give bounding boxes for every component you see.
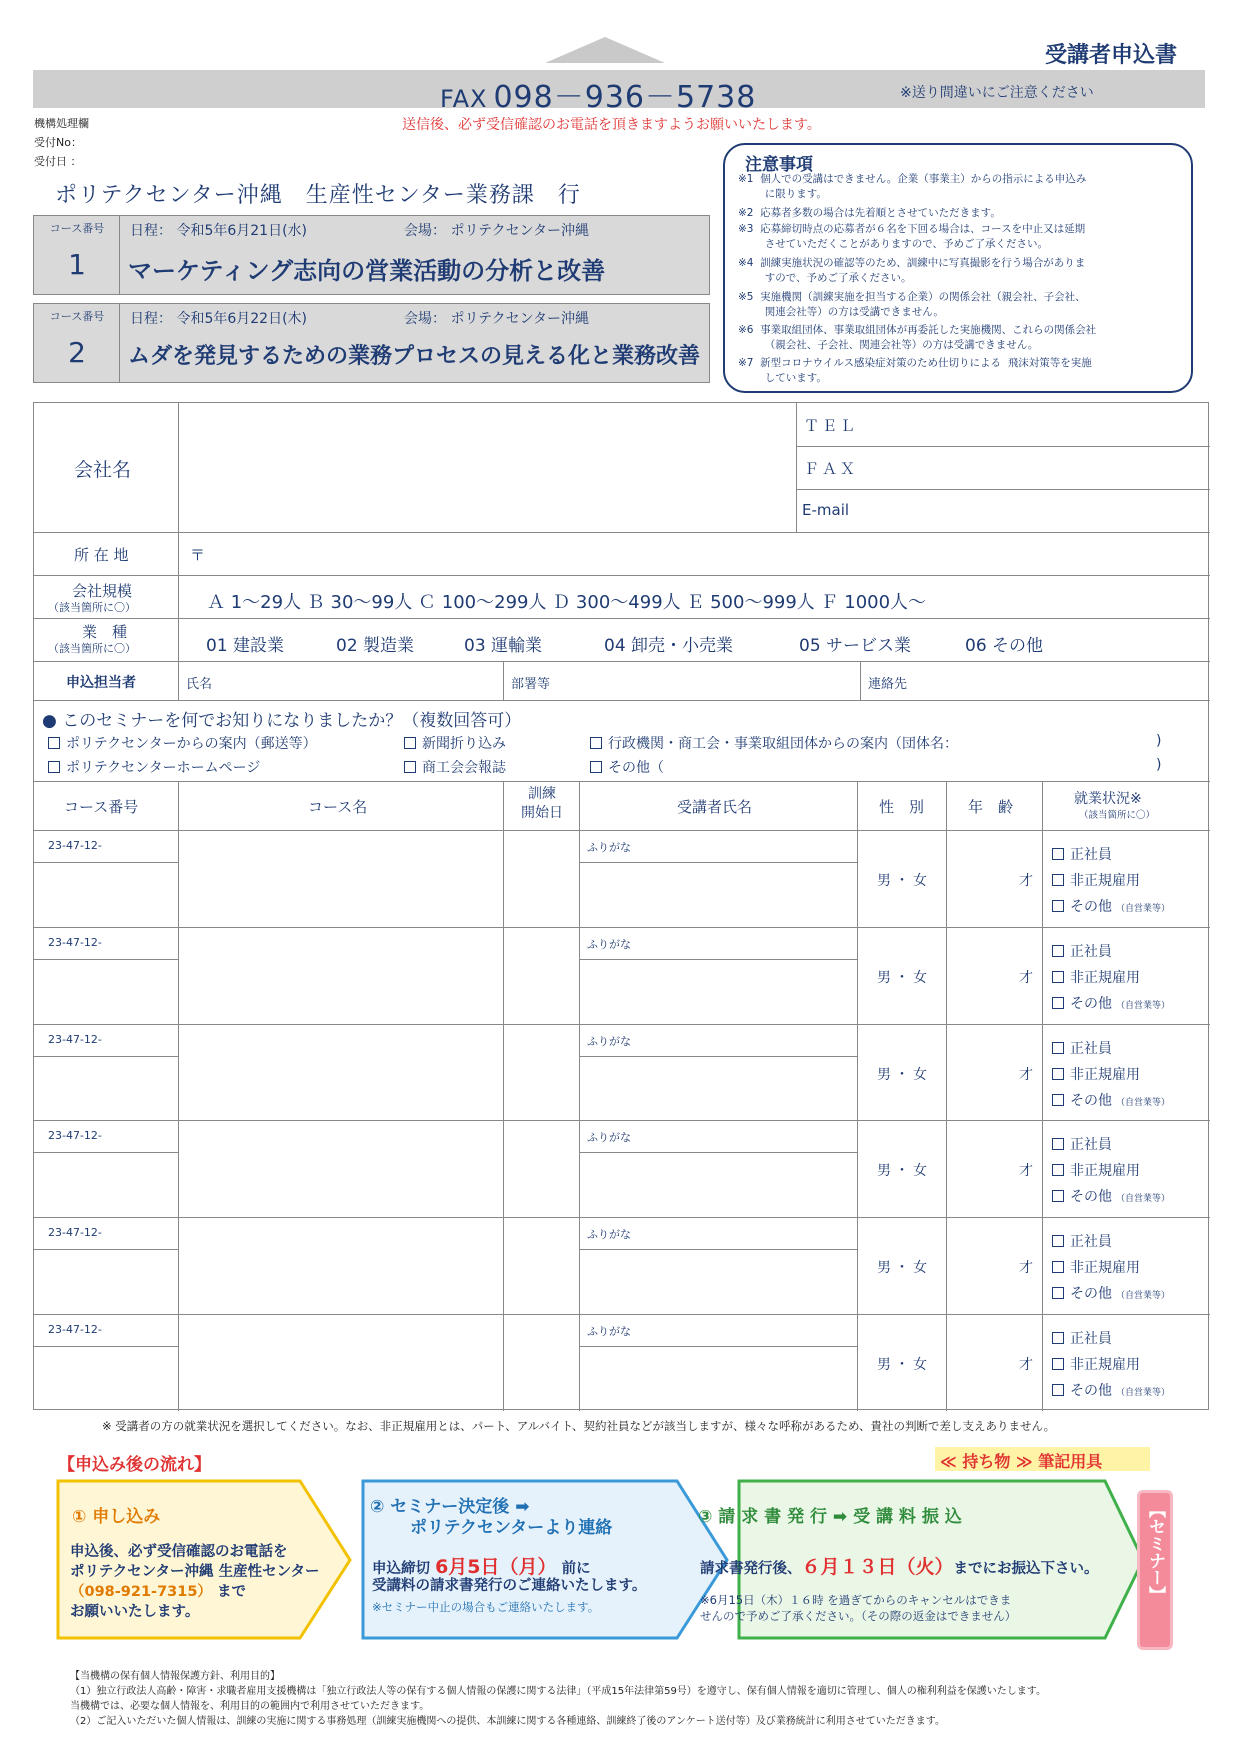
furigana-label: ふりがな — [587, 1131, 631, 1145]
employment-option[interactable]: 正社員 — [1052, 844, 1112, 864]
checkbox[interactable] — [1052, 1068, 1064, 1080]
industry-option[interactable]: 05 サービス業 — [799, 636, 912, 656]
checkbox[interactable] — [590, 737, 602, 749]
employment-option[interactable]: 非正規雇用 — [1052, 1354, 1140, 1374]
age-unit: 才 — [1019, 1357, 1033, 1373]
checkbox[interactable] — [1052, 1094, 1064, 1106]
source-option[interactable]: 行政機関・商工会・事業取組団体からの案内（団体名： — [590, 733, 958, 753]
contact-label: 申込担当者 — [66, 675, 136, 691]
course-name: ムダを発見するための業務プロセスの見える化と業務改善 — [128, 344, 701, 369]
checkbox[interactable] — [1052, 945, 1064, 957]
col-start: 訓練 開始日 — [521, 786, 563, 821]
company-label: 会社名 — [74, 459, 132, 481]
seminar-tab: 【セミナー】 — [1137, 1490, 1173, 1650]
employment-option[interactable]: 非正規雇用 — [1052, 967, 1140, 987]
industry-option[interactable]: 03 運輸業 — [464, 636, 543, 656]
step2-deadline: 申込締切 6月5日（月） 前に — [372, 1556, 591, 1578]
sex-select[interactable]: 男・女 — [877, 1066, 931, 1083]
postal-mark: 〒 — [190, 546, 206, 564]
footnote: ※ 受講者の方の就業状況を選択してください。なお、非正規雇用とは、パート、アルバイト、契約社員などが該当しますが、様々な呼称があるため、貴社の判断で差し支えありません。 — [102, 1419, 1056, 1433]
checkbox[interactable] — [1052, 900, 1064, 912]
source-option[interactable]: 商工会会報誌 — [404, 757, 506, 777]
age-unit: 才 — [1019, 1066, 1033, 1083]
course-name-field[interactable] — [180, 1026, 501, 1119]
employment-option[interactable]: 正社員 — [1052, 1038, 1112, 1058]
step1-tel-line: （098-921-7315） まで — [70, 1584, 246, 1600]
checkbox[interactable] — [1052, 1287, 1064, 1299]
destination: ポリテクセンター沖縄 生産性センター業務課 行 — [55, 183, 581, 208]
checkbox[interactable] — [1052, 1164, 1064, 1176]
fax-label: ＦＡＸ — [804, 460, 859, 478]
checkbox[interactable] — [1052, 1190, 1064, 1202]
employment-option[interactable]: その他 （自営業等） — [1052, 896, 1170, 916]
notice-item: ※2 応募者多数の場合は先着順とさせていただきます。 — [738, 207, 1001, 219]
sex-select[interactable]: 男・女 — [877, 1357, 931, 1373]
notice-item: ※4 訓練実施状況の確認等のため、訓練中に写真撮影を行う場合がありま すので、予めご了承ください。 — [738, 257, 1086, 284]
employment-option[interactable]: 非正規雇用 — [1052, 1064, 1140, 1084]
trainee-name-field[interactable] — [581, 864, 855, 923]
age-unit: 才 — [1019, 873, 1033, 889]
flow-title: 【申込み後の流れ】 — [58, 1455, 211, 1475]
checkbox[interactable] — [590, 761, 602, 773]
checkbox[interactable] — [1052, 1358, 1064, 1370]
employment-option[interactable]: 非正規雇用 — [1052, 1160, 1140, 1180]
trainee-name-field[interactable] — [581, 1348, 855, 1407]
col-employment-sub: （該当箇所に〇） — [1079, 810, 1156, 821]
fax-number: FAX 098－936－5738 — [440, 80, 757, 115]
after-send-note: 送信後、必ず受信確認のお電話を頂きますようお願いいたします。 — [402, 117, 821, 133]
col-age: 年 齢 — [968, 798, 1014, 816]
checkbox[interactable] — [1052, 1042, 1064, 1054]
source-option[interactable]: ポリテクセンターホームページ — [48, 757, 260, 777]
email-label: E-mail — [802, 501, 850, 519]
employment-option[interactable]: 正社員 — [1052, 1231, 1112, 1251]
employment-option[interactable]: 正社員 — [1052, 941, 1112, 961]
furigana-label: ふりがな — [587, 1034, 631, 1048]
sex-select[interactable]: 男・女 — [877, 969, 931, 986]
tel-label: ＴＥＬ — [804, 417, 859, 435]
row-course-prefix: 23-47-12- — [48, 1032, 102, 1046]
source-option[interactable]: ポリテクセンターからの案内（郵送等） — [48, 733, 317, 753]
checkbox[interactable] — [1052, 997, 1064, 1009]
sex-select[interactable]: 男・女 — [877, 873, 931, 889]
furigana-label: ふりがな — [587, 937, 631, 951]
office-use: 機構処理欄 受付No： 受付日 ： — [34, 117, 89, 168]
contact-tel-label: 連絡先 — [868, 677, 908, 692]
checkbox[interactable] — [48, 761, 60, 773]
notice-item: ※3 応募締切時点の応募者が６名を下回る場合は、コースを中止又は延期 させていただくことがありますので、予めご了承ください。 — [738, 223, 1086, 250]
page-title: 受講者申込書 — [1045, 43, 1178, 68]
checkbox[interactable] — [1052, 971, 1064, 983]
employment-option[interactable]: 非正規雇用 — [1052, 1257, 1140, 1277]
checkbox[interactable] — [404, 737, 416, 749]
header-triangle — [545, 37, 665, 63]
row-course-prefix: 23-47-12- — [48, 1323, 102, 1336]
size-sub: （該当箇所に〇） — [48, 601, 136, 614]
furigana-label: ふりがな — [587, 1325, 631, 1338]
notice-title: 注意事項 — [745, 155, 813, 175]
row-course-prefix: 23-47-12- — [48, 1129, 102, 1143]
industry-option[interactable]: 01 建設業 — [206, 636, 285, 656]
notice-item: ※5 実施機関（訓練実施を担当する企業）の関係会社（親会社、子会社、 関連会社等）の方は受講できません。 — [738, 291, 1086, 318]
address-label: 所 在 地 — [74, 546, 129, 564]
sex-select[interactable]: 男・女 — [877, 1260, 931, 1277]
employment-option[interactable]: その他 （自営業等） — [1052, 1283, 1170, 1303]
course-name: マーケティング志向の営業活動の分析と改善 — [128, 257, 606, 285]
contact-name-label: 氏名 — [186, 677, 213, 692]
contact-dept-label: 部署等 — [511, 677, 551, 692]
trainee-name-field[interactable] — [581, 961, 855, 1020]
industry-label: 業 種 — [82, 623, 128, 641]
row-course-prefix: 23-47-12- — [48, 839, 102, 852]
notice-item: ※1 個人での受講はできません。企業（事業主）からの指示による申込み に限ります。 — [738, 173, 1087, 200]
industry-option[interactable]: 06 その他 — [965, 636, 1044, 656]
step3-title: ③ 請 求 書 発 行 ➡ 受 講 料 振 込 — [698, 1507, 962, 1527]
checkbox[interactable] — [1052, 1384, 1064, 1396]
employment-option[interactable]: 正社員 — [1052, 1134, 1112, 1154]
checkbox[interactable] — [1052, 1332, 1064, 1344]
trainee-name-field[interactable] — [581, 1058, 855, 1117]
step3-deadline: 請求書発行後、６月１３日（火）までにお振込下さい。 — [700, 1556, 1099, 1578]
row-course-prefix: 23-47-12- — [48, 935, 102, 949]
col-course-no: コース番号 — [64, 798, 139, 816]
employment-option[interactable]: 非正規雇用 — [1052, 870, 1140, 890]
age-unit: 才 — [1019, 969, 1033, 986]
checkbox[interactable] — [1052, 848, 1064, 860]
furigana-label: ふりがな — [587, 841, 631, 854]
checkbox[interactable] — [404, 761, 416, 773]
course-name-field[interactable] — [180, 832, 501, 925]
col-sex: 性 別 — [879, 798, 925, 816]
employment-option[interactable]: その他 （自営業等） — [1052, 1186, 1170, 1206]
checkbox[interactable] — [1052, 1235, 1064, 1247]
employment-option[interactable]: その他 （自営業等） — [1052, 1090, 1170, 1110]
industry-sub: （該当箇所に〇） — [48, 642, 136, 655]
course-name-field[interactable] — [180, 1122, 501, 1215]
employment-option[interactable]: その他 （自営業等） — [1052, 1380, 1170, 1400]
sex-select[interactable]: 男・女 — [877, 1163, 931, 1180]
step1-title: ① 申し込み — [72, 1507, 161, 1527]
notice-item: ※6 事業取組団体、事業取組団体が再委託した実施機関、これらの関係会社 （親会社、子会社、関連会社等）の方は受講できません。 — [738, 324, 1097, 351]
age-unit: 才 — [1019, 1163, 1033, 1180]
course-name-field[interactable] — [180, 929, 501, 1022]
source-option[interactable]: 新聞折り込み — [404, 733, 506, 753]
source-option[interactable]: その他（ — [590, 757, 664, 777]
carry-items: ≪ 持ち物 ≫ 筆記用具 — [940, 1452, 1103, 1471]
age-unit: 才 — [1019, 1260, 1033, 1277]
privacy-policy: 【当機構の保有個人情報保護方針、利用目的】 （1）独立行政法人高齢・障害・求職者雇用支援機構は「独立行政法人等の保有する個人情報の保護に関する法律」（平成15年法律第59号）を遵守し、保有個人情報を適切に管理し、個人の権利利益を保護いたします。 当機構では、必要な個人情報を、利用目的の範囲内で利用させていただきます。 （2）ご記入いただいた個人情報は、訓練の実施に関する事務処理（訓練実施機関への提供、本訓練に関する各種連絡、訓練終了後のアンケート送付等）及び業務統計に利用させていただきます。 — [70, 1671, 1047, 1727]
size-options[interactable]: Ａ 1～29人 Ｂ 30～99人 Ｃ 100～299人 Ｄ 300～499人 Ｅ 500～999人 Ｆ 1000人～ — [207, 592, 927, 613]
col-employment: 就業状況※ — [1074, 791, 1142, 807]
trainee-name-field[interactable] — [581, 1154, 855, 1213]
course-box-2: コース番号 2 日程： 令和5年6月22日(木) 会場： ポリテクセンター沖縄 ムダを発見するための業務プロセスの見える化と業務改善 — [33, 303, 710, 383]
employment-option[interactable]: その他 （自営業等） — [1052, 993, 1170, 1013]
industry-option[interactable]: 02 製造業 — [336, 636, 415, 656]
application-form: 会社名 ＴＥＬ ＦＡＸ E-mail 所 在 地 〒 会社規模 （該当箇所に〇） Ａ 1～29人 Ｂ 30～99人 Ｃ 100～299人 Ｄ 300～499人 Ｅ 500～999人 Ｆ 1000人～ 業 種 （該当箇所に〇） 01 建設業 02 製造業 03 運輸業 04 卸売・小売業 05 サービス業 06 その他 申込担当者 氏名 部署等 連絡先 ● このセミナーを何でお知りになりましたか？（複数回答可） ポリテクセンターからの案内（郵送等） 新聞折り込み 行政機関・商工会・事業取組団体からの案内（団体名： ) ポリテクセンターホームページ 商工会会報誌 その他（ ) コース番号 コース名 訓練 開始日 受講者氏名 性 別 年 齢 就業状況※ （該当箇所に〇） 23-47-12- ふりがな 男・女 才 正社員 非正規雇用 その他 （自営業等） 23-47-12- ふりがな 男・女 才 正社員 非正規雇用 その他 （自営業等） 23-47-12- ふりがな 男・女 才 正社員 非正規雇用 その他 （自営業等） 23-47-12- ふりがな 男・女 才 正社員 非正規雇用 その他 （自営業等） 23-47-12- ふりがな 男・女 才 正社員 非正規雇用 その他 （自営業等） 23-47-12- ふりがな 男・女 才 正社員 非正規雇用 その他 （自営業等） — [33, 402, 1209, 1410]
checkbox[interactable] — [1052, 1138, 1064, 1150]
source-question: ● このセミナーを何でお知りになりましたか？（複数回答可） — [42, 711, 522, 731]
company-name-field[interactable] — [180, 404, 794, 530]
step2-title: ② セミナー決定後 ➡ — [370, 1497, 530, 1517]
employment-option[interactable]: 正社員 — [1052, 1328, 1112, 1348]
fax-note: ※送り間違いにご注意ください — [900, 85, 1094, 101]
course-name-field[interactable] — [180, 1316, 501, 1409]
checkbox[interactable] — [48, 737, 60, 749]
checkbox[interactable] — [1052, 874, 1064, 886]
industry-option[interactable]: 04 卸売・小売業 — [604, 636, 734, 656]
row-course-prefix: 23-47-12- — [48, 1226, 102, 1240]
furigana-label: ふりがな — [587, 1228, 631, 1242]
course-name-field[interactable] — [180, 1219, 501, 1312]
trainee-name-field[interactable] — [581, 1251, 855, 1310]
course-box-1: コース番号 1 日程： 令和5年6月21日(水) 会場： ポリテクセンター沖縄 マーケティング志向の営業活動の分析と改善 — [33, 215, 710, 295]
col-trainee: 受講者氏名 — [677, 798, 753, 816]
col-course-name: コース名 — [308, 798, 368, 816]
size-label: 会社規模 — [72, 582, 133, 600]
notice-item: ※7 新型コロナウイルス感染症対策のため仕切りによる 飛沫対策等を実施 しています。 — [738, 357, 1092, 384]
checkbox[interactable] — [1052, 1261, 1064, 1273]
